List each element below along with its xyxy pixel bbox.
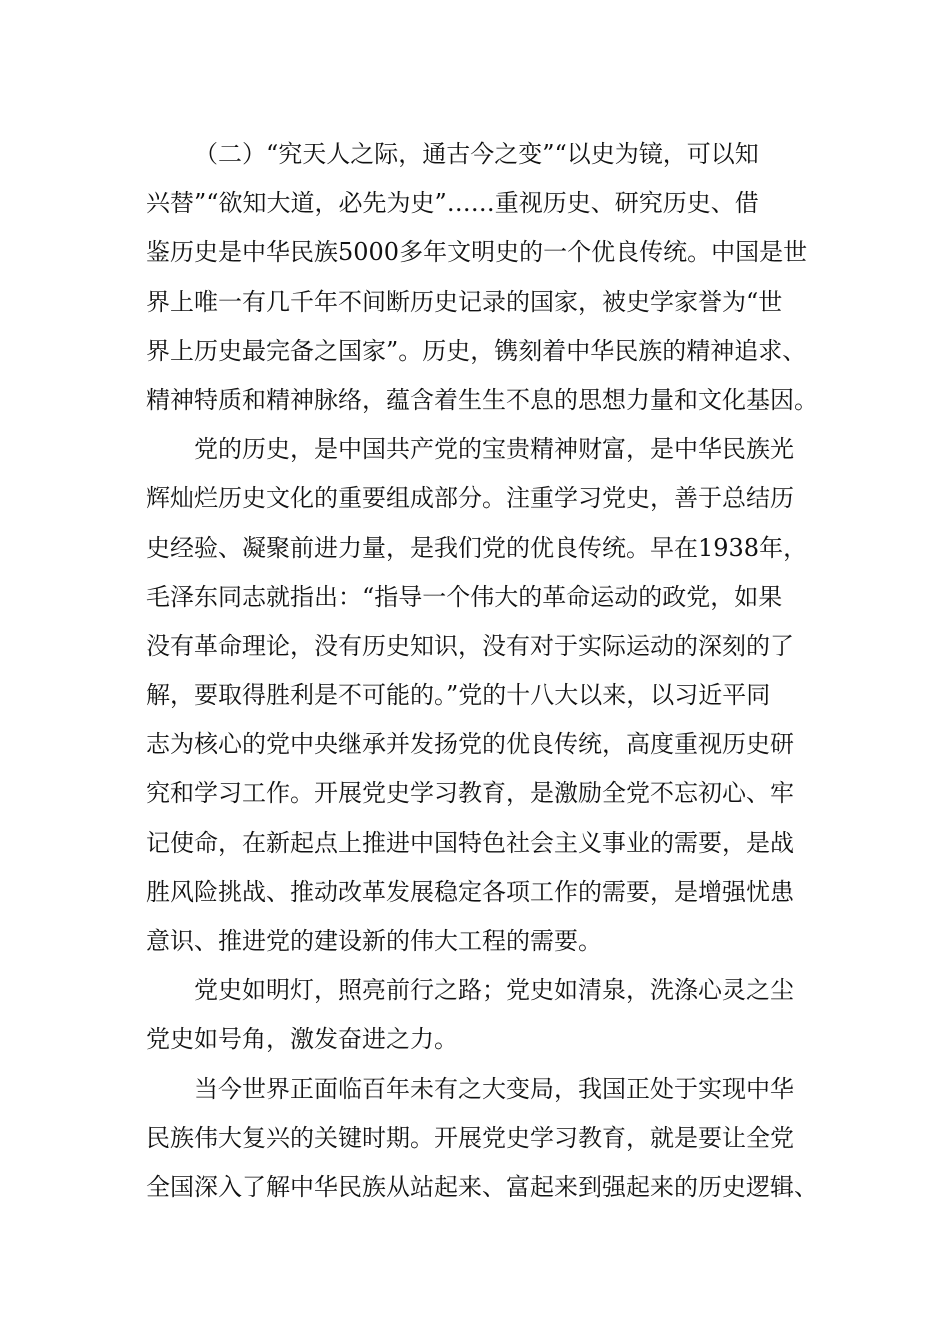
paragraph-1-line-4: 界上唯一有几千年不间断历史记录的国家，被史学家誉为“世 [146, 287, 783, 316]
paragraph-2-line-6: 解，要取得胜利是不可能的。”党的十八大以来，以习近平同 [146, 681, 771, 710]
paragraph-1-line-3: 鉴历史是中华民族5000多年文明史的一个优良传统。中国是世 [146, 238, 808, 267]
paragraph-1-line-2: 兴替”“欲知大道，必先为史”……重视历史、研究历史、借 [146, 189, 759, 218]
paragraph-1-line-6: 精神特质和精神脉络，蕴含着生生不息的思想力量和文化基因。 [146, 385, 818, 414]
paragraph-2-line-2: 辉灿烂历史文化的重要组成部分。注重学习党史，善于总结历 [146, 484, 794, 513]
paragraph-4-line-2: 民族伟大复兴的关键时期。开展党史学习教育，就是要让全党 [146, 1123, 794, 1152]
paragraph-2-line-3: 史经验、凝聚前进力量，是我们党的优良传统。早在1938年， [146, 533, 808, 562]
paragraph-2-line-5: 没有革命理论，没有历史知识，没有对于实际运动的深刻的了 [146, 631, 794, 660]
paragraph-4-line-1: 当今世界正面临百年未有之大变局，我国正处于实现中华 [194, 1074, 794, 1103]
paragraph-3-line-2: 党史如号角，激发奋进之力。 [146, 1025, 458, 1054]
paragraph-2-line-4: 毛泽东同志就指出：“指导一个伟大的革命运动的政党，如果 [146, 582, 783, 611]
paragraph-1-line-5: 界上历史最完备之国家”。历史，镌刻着中华民族的精神追求、 [146, 336, 807, 365]
paragraph-2-line-8: 究和学习工作。开展党史学习教育，是激励全党不忘初心、牢 [146, 779, 794, 808]
paragraph-2-line-9: 记使命，在新起点上推进中国特色社会主义事业的需要，是战 [146, 828, 794, 857]
paragraph-1-line-1: （二）“究天人之际，通古今之变”“以史为镜，可以知 [194, 140, 759, 168]
paragraph-2-line-11: 意识、推进党的建设新的伟大工程的需要。 [146, 927, 602, 955]
paragraph-4-line-3: 全国深入了解中华民族从站起来、富起来到强起来的历史逻辑、 [146, 1172, 818, 1201]
paragraph-2-line-7: 志为核心的党中央继承并发扬党的优良传统，高度重视历史研 [146, 730, 794, 759]
paragraph-2-line-1: 党的历史，是中国共产党的宝贵精神财富，是中华民族光 [194, 435, 794, 464]
paragraph-2-line-10: 胜风险挑战、推动改革发展稳定各项工作的需要，是增强忧患 [146, 877, 794, 906]
body-text [146, 130, 816, 1212]
paragraph-3-line-1: 党史如明灯，照亮前行之路；党史如清泉，洗涤心灵之尘 [194, 976, 794, 1005]
